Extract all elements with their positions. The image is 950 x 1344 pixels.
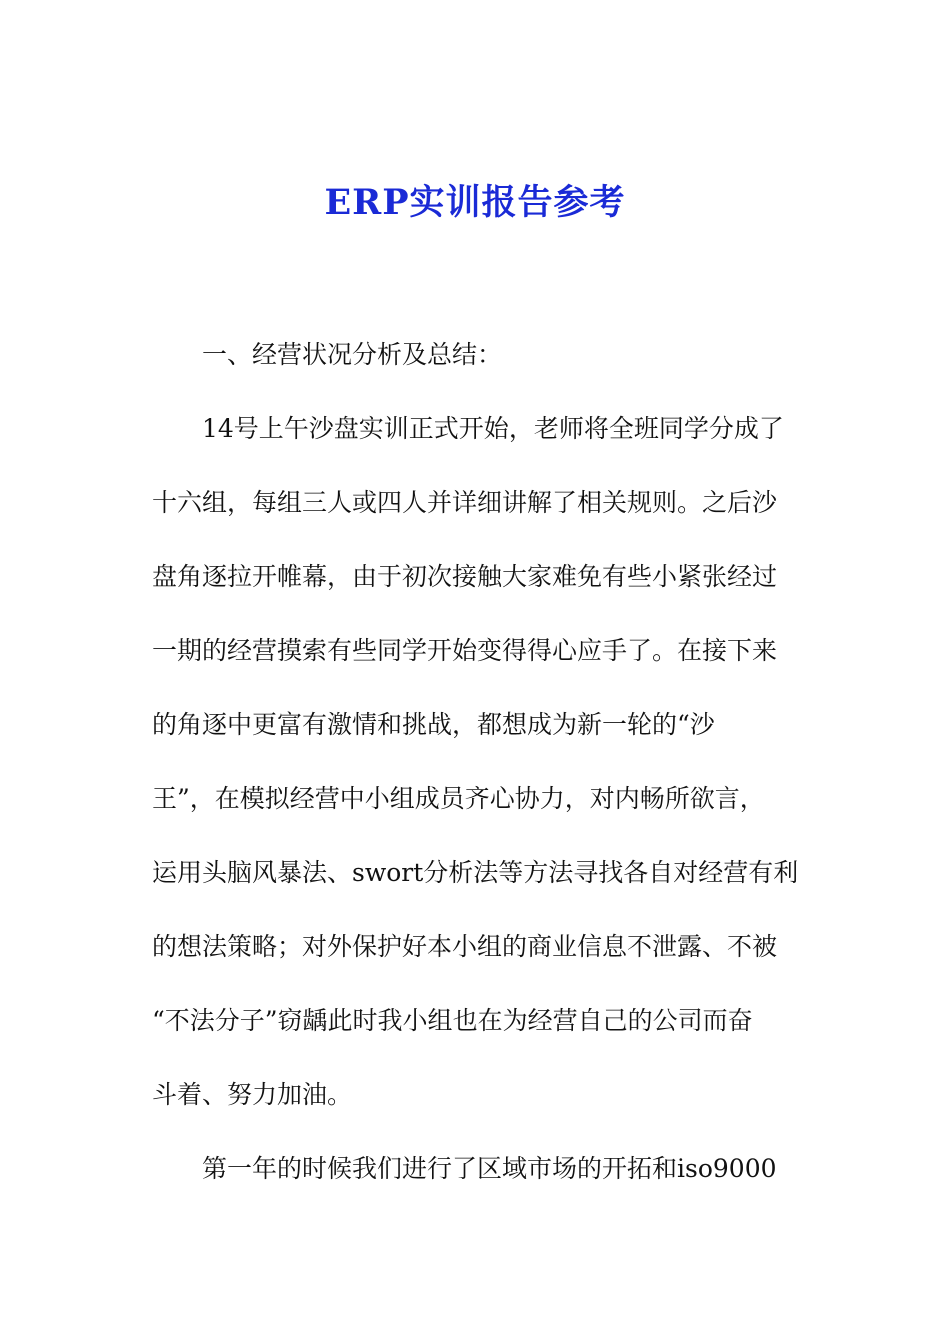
paragraph-line: 的角逐中更富有激情和挑战，都想成为新一轮的“沙 <box>152 710 715 739</box>
paragraph-line: 一期的经营摸索有些同学开始变得得心应手了。在接下来 <box>152 636 778 665</box>
section-heading: 一、经营状况分析及总结： <box>202 340 503 369</box>
paragraph-line: 第一年的时候我们进行了区域市场的开拓和iso9000 <box>202 1154 777 1183</box>
paragraph-line: 王”，在模拟经营中小组成员齐心协力，对内畅所欲言， <box>152 784 765 813</box>
paragraph-line: 十六组，每组三人或四人并详细讲解了相关规则。之后沙 <box>152 488 778 517</box>
paragraph-line: 盘角逐拉开帷幕，由于初次接触大家难免有些小紧张经过 <box>152 562 778 591</box>
paragraph-line: 斗着、努力加油。 <box>152 1080 353 1109</box>
paragraph-line: 的想法策略；对外保护好本小组的商业信息不泄露、不被 <box>152 932 778 961</box>
paragraph-line: 14号上午沙盘实训正式开始，老师将全班同学分成了 <box>202 414 784 443</box>
document-body <box>152 330 812 1218</box>
paragraph-line: “不法分子”窃龋此时我小组也在为经营自己的公司而奋 <box>152 1006 753 1035</box>
paragraph-line: 运用头脑风暴法、swort分析法等方法寻找各自对经营有利 <box>152 858 799 887</box>
document-title: ERP实训报告参考 <box>324 182 626 223</box>
